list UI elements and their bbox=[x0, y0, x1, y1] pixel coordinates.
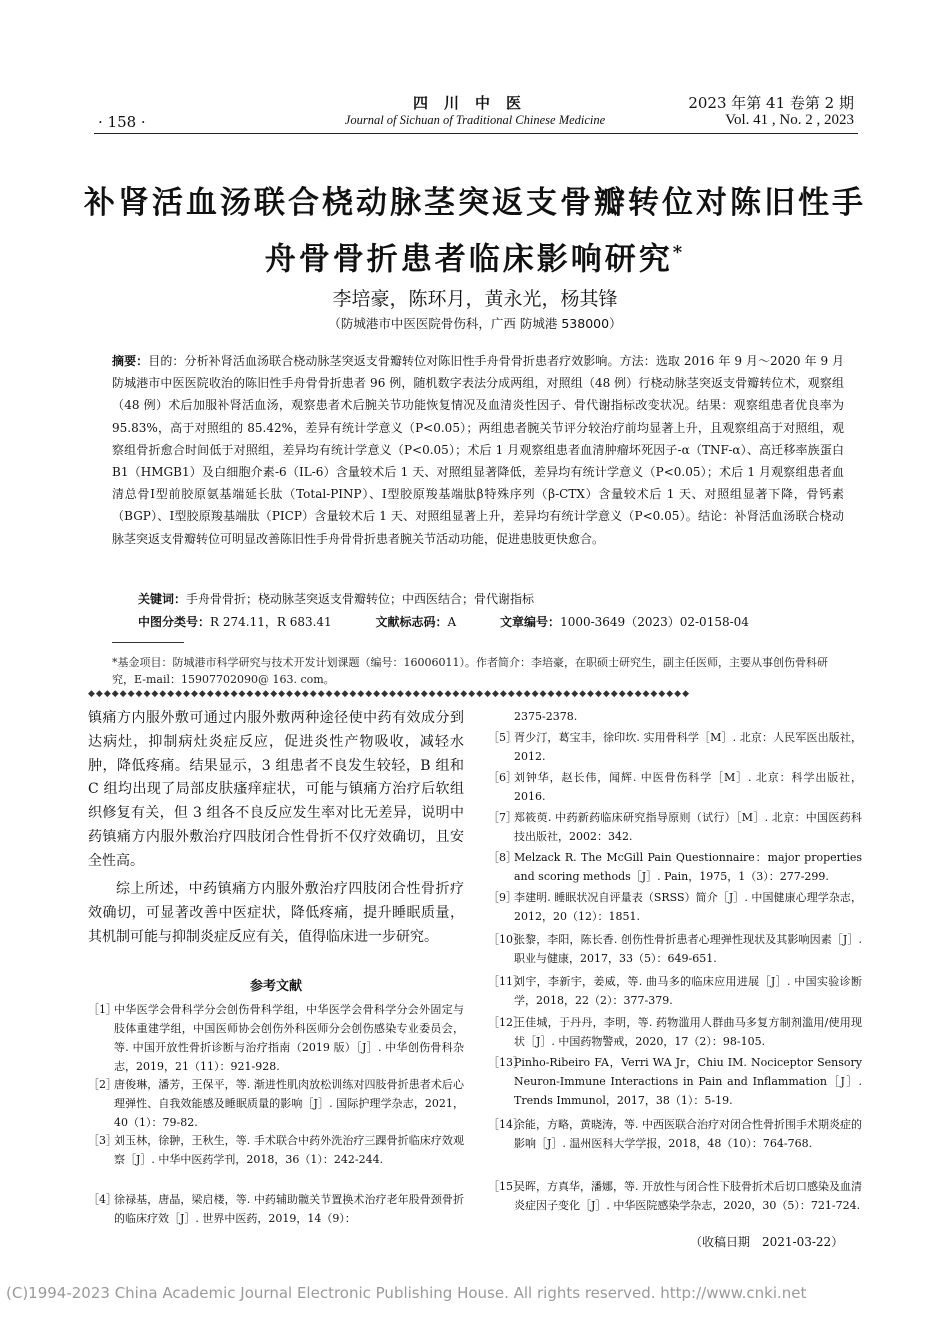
reference-item: ［11］ 刘宇，李新宇，姜威，等. 曲马多的临床应用进展［J］. 中国实验诊断学，2018，22（2）：377-379. bbox=[488, 975, 862, 1007]
footnote: *基金项目：防城港市科学研究与技术开发计划课题（编号：16006011）。作者简介：李培豪，在职硕士研究生，副主任医师，主要从事创伤骨科研究，E-mail：15907702090@ 163. com。 bbox=[112, 656, 828, 686]
authors: 李培豪，陈环月，黄永光，杨其锋 bbox=[332, 288, 618, 310]
references-heading: 参考文献 bbox=[249, 979, 302, 994]
title-footnote-mark: * bbox=[672, 242, 686, 263]
received-date: （收稿日期 2021-03-22） bbox=[690, 1235, 844, 1249]
reference-item: ［9］ 李建明. 睡眠状况自评量表（SRSS）简介［J］. 中国健康心理学杂志，2012，20（12）：1851. bbox=[488, 891, 862, 923]
reference-item: ［8］ Melzack R. The McGill Pain Questionnaire：major properties and scoring methods［J］. Pain，1975，1（3）：277-299. bbox=[488, 851, 862, 883]
copyright-watermark: (C)1994-2023 China Academic Journal Electronic Publishing House. All rights reserved. http://www.cnki.net bbox=[6, 1284, 807, 1302]
body-paragraph-2: 综上所述，中药镇痛方内服外敷治疗四肢闭合性骨折疗效确切，可显著改善中医症状，降低疼痛，提升睡眠质量，其机制可能与抑制炎症反应有关，值得临床进一步研究。 bbox=[88, 881, 464, 945]
keywords-text: 手舟骨骨折；桡动脉茎突返支骨瓣转位；中西医结合；骨代谢指标 bbox=[186, 592, 535, 606]
abstract-label: 摘要： bbox=[112, 354, 149, 368]
issue-info-en: Vol. 41 , No. 2 , 2023 bbox=[725, 112, 854, 128]
reference-item: ［2］ 唐俊琳，潘芳，王保平，等. 渐进性肌肉放松训练对四肢骨折患者术后心理弹性、自我效能感及睡眠质量的影响［J］. 国际护理学杂志，2021，40（1）：79-82. bbox=[88, 1078, 464, 1129]
reference-item: ［5］ 胥少汀，葛宝丰，徐印坎. 实用骨科学［M］. 北京：人民军医出版社，2012. bbox=[488, 731, 862, 763]
doccode-value: A bbox=[447, 615, 457, 629]
journal-name-cn: 四川中医 bbox=[412, 94, 537, 112]
reference-item: ［15］ 吴晖，方真华，潘娜，等. 开放性与闭合性下肢骨折术后切口感染及血清炎症因子变化［J］. 中华医院感染学杂志，2020，30（5）：721-724. bbox=[488, 1180, 862, 1212]
article-no-label: 文章编号： bbox=[500, 615, 561, 629]
header-rule bbox=[94, 133, 858, 134]
reference-item: ［3］ 刘玉林，徐翀，王秋生，等. 手术联合中药外洗治疗三踝骨折临床疗效观察［J］. 中华中医药学刊，2018，36（1）：242-244. bbox=[88, 1134, 464, 1166]
journal-name-en: Journal of Sichuan of Traditional Chinese Medicine bbox=[344, 113, 606, 127]
keywords bbox=[138, 590, 838, 607]
article-no-value: 1000-3649（2023）02-0158-04 bbox=[560, 615, 749, 629]
clc-value: R 274.11，R 683.41 bbox=[210, 615, 332, 629]
reference-item: ［12］ 王佳城，于丹丹，李明，等. 药物滥用人群曲马多复方制剂滥用/使用现状［J］. 中国药物警戒，2020，17（2）：98-105. bbox=[488, 1016, 862, 1048]
body-paragraph-1: 镇痛方内服外敷可通过内服外敷两种途径使中药有效成分到达病灶，抑制病灶炎症反应，促进炎性产物吸收，减轻水肿，降低疼痛。结果显示，3 组患者不良发生较轻，B 组和 C 组均出现了局部皮肤瘙痒症状，可能与镇痛方治疗后软组织修复有关，但 3 组各不良反应发生率对比无差异，说明中药镇痛方内服外敷治疗四肢闭合性骨折不仅疗效确切，且安全性高。 bbox=[88, 710, 464, 869]
reference-item: ［6］ 刘钟华，赵长伟，闻辉. 中医骨伤科学［M］. 北京：科学出版社，2016. bbox=[488, 771, 862, 803]
doccode-label: 文献标志码： bbox=[375, 615, 448, 629]
diamond-divider: ◆◆◆◆◆◆◆◆◆◆◆◆◆◆◆◆◆◆◆◆◆◆◆◆◆◆◆◆◆◆◆◆◆◆◆◆◆◆◆◆◆◆◆◆◆◆◆◆◆◆◆◆◆◆◆◆◆◆◆◆◆◆◆◆◆◆◆◆◆◆◆◆◆◆◆◆ bbox=[88, 689, 691, 699]
classification-row bbox=[138, 613, 858, 630]
affiliation: （防城港市中医医院骨伤科，广西 防城港 538000） bbox=[328, 316, 622, 331]
reference-item: 2375-2378. bbox=[514, 710, 578, 723]
article-title bbox=[80, 178, 870, 284]
footnote-rule bbox=[112, 642, 184, 643]
reference-item: ［7］ 郑筱萸. 中药新药临床研究指导原则（试行）［M］. 北京：中国医药科技出版社，2002：342. bbox=[488, 811, 862, 843]
reference-item: ［4］ 徐禄基，唐晶，梁启楼，等. 中药辅助髋关节置换术治疗老年股骨颈骨折的临床疗效［J］. 世界中医药，2019，14（9）： bbox=[88, 1193, 464, 1225]
reference-item: ［1］ 中华医学会骨科学分会创伤骨科学组，中华医学会骨科学分会外固定与肢体重建学组，中国医师协会创伤外科医师分会创伤感染专业委员会，等. 中国开放性骨折诊断与治疗指南（2019 版）［J］. 中华创伤骨科杂志，2019，21（11）：921-928. bbox=[88, 1003, 464, 1073]
reference-item: ［14］ 余能，方略，黄晓涛，等. 中西医联合治疗对闭合性骨折围手术期炎症的影响［J］. 温州医科大学学报，2018，48（10）：764-768. bbox=[488, 1118, 862, 1150]
abstract bbox=[112, 350, 844, 550]
clc-label: 中图分类号： bbox=[138, 615, 211, 629]
reference-item: ［10］ 张黎，李阳，陈长香. 创伤性骨折患者心理弹性现状及其影响因素［J］. 职业与健康，2017，33（5）：649-651. bbox=[488, 933, 862, 965]
reference-item: ［13］ Pinho-Ribeiro FA，Verri WA Jr，Chiu IM. Nociceptor Sensory Neuron-Immune Interactions in Pain and Inflammation［J］. Trends Immunol，2017，38（1）：5-19. bbox=[488, 1056, 862, 1107]
title-text: 补肾活血汤联合桡动脉茎突返支骨瓣转位对陈旧性手舟骨骨折患者临床影响研究 bbox=[84, 185, 866, 278]
abstract-text: 目的：分析补肾活血汤联合桡动脉茎突返支骨瓣转位对陈旧性手舟骨骨折患者疗效影响。方法：选取 2016 年 9 月～2020 年 9 月防城港市中医医院收治的陈旧性手舟骨骨折患者 96 例，随机数字表法分成两组，对照组（48 例）行桡动脉茎突返支骨瓣转位术，观察组（48 例）术后加服补肾活血汤，观察患者术后腕关节功能恢复情况及血清炎性因子、骨代谢指标改变状况。结果：观察组患者优良率为 95.83%，高于对照组的 85.42%，差异有统计学意义（P<0.05）；两组患者腕关节评分较治疗前均显著上升，且观察组高于对照组，观察组骨折愈合时间低于对照组，差异均有统计学意义（P<0.05）；术后 1 月观察组患者血清肿瘤坏死因子-α（TNF-α）、高迁移率族蛋白 B1（HMGB1）及白细胞介素-6（IL-6）含量较术后 1 天、对照组显著降低，差异均有统计学意义（P<0.05）；术后 1 月观察组患者血清总骨Ⅰ型前胶原氨基端延长肽（Total-PINP）、Ⅰ型胶原羧基端肽β特殊序列（β-CTX）含量较术后 1 天、对照组显著下降，骨钙素（BGP）、Ⅰ型胶原羧基端肽（PICP）含量较术后 1 天、对照组显著上升，差异均有统计学意义（P<0.05）。结论：补肾活血汤联合桡动脉茎突返支骨瓣转位可明显改善陈旧性手舟骨骨折患者腕关节活动功能，促进患肢更快愈合。 bbox=[112, 354, 844, 546]
keywords-label: 关键词： bbox=[138, 592, 187, 606]
page-number: · 158 · bbox=[98, 113, 146, 131]
issue-info-cn: 2023 年第 41 卷第 2 期 bbox=[688, 94, 854, 112]
